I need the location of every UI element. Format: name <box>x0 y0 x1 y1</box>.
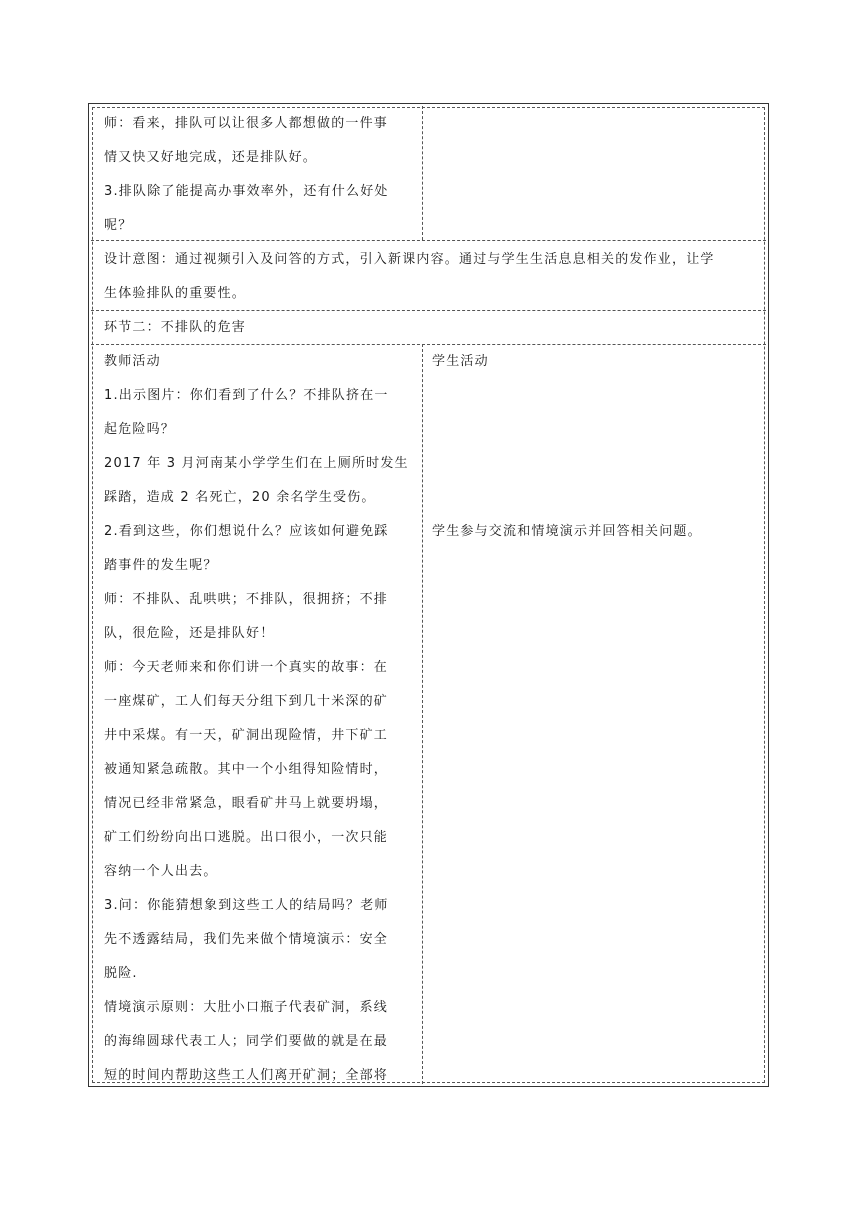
teacher-line: 3.问：你能猜想象到这些工人的结局吗？老师 <box>104 898 389 913</box>
cell-text-line: 情又快又好地完成，还是排队好。 <box>104 150 318 165</box>
column-divider-activities <box>422 344 423 1084</box>
cell-text-line: 师：看来，排队可以让很多人都想做的一件事 <box>104 116 389 131</box>
cell-text-line: 3.排队除了能提高办事效率外，还有什么好处 <box>104 184 389 199</box>
student-activity-header: 学生活动 <box>432 354 489 369</box>
design-intent-line: 设计意图：通过视频引入及问答的方式，引入新课内容。通过与学生生活息息相关的发作业，让学 <box>104 252 715 267</box>
teacher-line: 踩踏，造成 2 名死亡，20 余名学生受伤。 <box>104 490 376 505</box>
student-activity-note: 学生参与交流和情境演示并回答相关问题。 <box>432 524 702 539</box>
section-title: 环节二：不排队的危害 <box>104 320 247 335</box>
teacher-line: 一座煤矿，工人们每天分组下到几十米深的矿 <box>104 694 389 709</box>
teacher-line: 踏事件的发生呢？ <box>104 558 218 573</box>
teacher-line: 情境演示原则：大肚小口瓶子代表矿洞，系线 <box>104 1000 389 1015</box>
design-intent-line: 生体验排队的重要性。 <box>104 286 247 301</box>
teacher-line: 容纳一个人出去。 <box>104 864 218 879</box>
row-divider-3 <box>91 344 766 345</box>
teacher-line: 矿工们纷纷向出口逃脱。出口很小，一次只能 <box>104 830 389 845</box>
teacher-line: 的海绵圆球代表工人；同学们要做的就是在最 <box>104 1034 389 1049</box>
row-divider-1 <box>91 240 766 241</box>
teacher-activity-header: 教师活动 <box>104 354 161 369</box>
teacher-line: 队，很危险，还是排队好！ <box>104 626 275 641</box>
teacher-line: 先不透露结局，我们先来做个情境演示：安全 <box>104 932 389 947</box>
teacher-line: 2.看到这些，你们想说什么？应该如何避免踩 <box>104 524 389 539</box>
teacher-line: 脱险. <box>104 966 138 981</box>
row-divider-2 <box>91 310 766 311</box>
teacher-line: 被通知紧急疏散。其中一个小组得知险情时， <box>104 762 389 777</box>
teacher-line: 师：今天老师来和你们讲一个真实的故事：在 <box>104 660 389 675</box>
teacher-line: 师：不排队、乱哄哄；不排队，很拥挤；不排 <box>104 592 389 607</box>
teacher-line: 情况已经非常紧急，眼看矿井马上就要坍塌， <box>104 796 389 811</box>
teacher-line: 井中采煤。有一天，矿洞出现险情，井下矿工 <box>104 728 389 743</box>
teacher-line: 2017 年 3 月河南某小学学生们在上厕所时发生 <box>104 456 409 471</box>
teacher-line: 起危险吗？ <box>104 422 176 437</box>
cell-text-line: 呢？ <box>104 218 133 233</box>
teacher-line: 1.出示图片：你们看到了什么？不排队挤在一 <box>104 388 389 403</box>
column-divider-top <box>422 106 423 240</box>
teacher-line: 短的时间内帮助这些工人们离开矿洞；全部将 <box>104 1068 389 1083</box>
